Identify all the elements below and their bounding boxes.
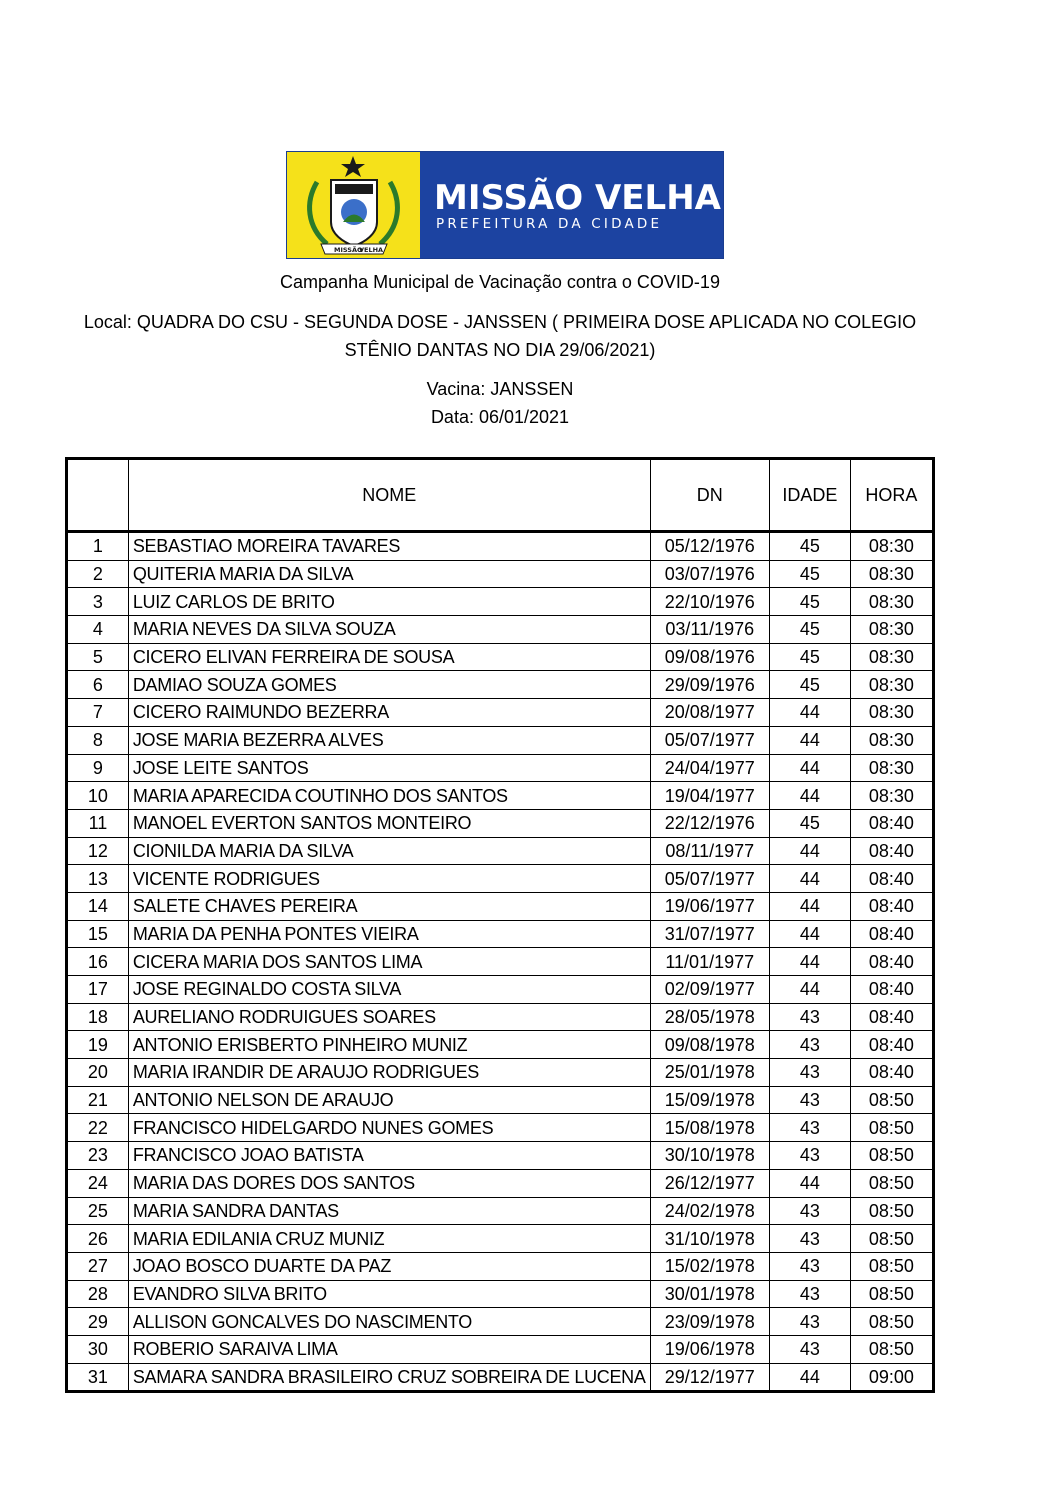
column-header-birthdate: DN: [650, 459, 769, 532]
table-row: [67, 1225, 934, 1253]
date-label: Data: 06/01/2021: [430, 407, 570, 427]
birth-date: 31/10/1978: [650, 1225, 769, 1253]
birth-date: 30/10/1978: [650, 1142, 769, 1170]
row-number: 13: [67, 865, 129, 893]
table-row: [67, 976, 934, 1004]
table-row: [67, 782, 934, 810]
row-number: 23: [67, 1142, 129, 1170]
birth-date: 29/09/1976: [650, 671, 769, 699]
age: 44: [769, 1169, 850, 1197]
appointment-time: 08:50: [850, 1169, 933, 1197]
person-name: CICERA MARIA DOS SANTOS LIMA: [128, 948, 650, 976]
birth-date: 08/11/1977: [650, 837, 769, 865]
row-number: 19: [67, 1031, 129, 1059]
campaign-title: Campanha Municipal de Vacinação contra o COVID-19: [280, 272, 720, 292]
row-number: 14: [67, 892, 129, 920]
age: 43: [769, 1059, 850, 1087]
appointment-time: 08:50: [850, 1252, 933, 1280]
person-name: MANOEL EVERTON SANTOS MONTEIRO: [128, 809, 650, 837]
table-row: [67, 532, 934, 561]
age: 44: [769, 1363, 850, 1392]
row-number: 28: [67, 1280, 129, 1308]
table-row: [67, 865, 934, 893]
age: 45: [769, 532, 850, 561]
appointment-time: 08:50: [850, 1335, 933, 1363]
table-row: [67, 1142, 934, 1170]
age: 43: [769, 1031, 850, 1059]
appointment-time: 08:50: [850, 1225, 933, 1253]
appointment-time: 08:50: [850, 1142, 933, 1170]
person-name: ANTONIO ERISBERTO PINHEIRO MUNIZ: [128, 1031, 650, 1059]
person-name: SALETE CHAVES PEREIRA: [128, 892, 650, 920]
person-name: SAMARA SANDRA BRASILEIRO CRUZ SOBREIRA DE LUCENA: [128, 1363, 650, 1392]
table-row: [67, 1003, 934, 1031]
location-line-2: STÊNIO DANTAS NO DIA 29/06/2021): [344, 340, 656, 360]
birth-date: 15/08/1978: [650, 1114, 769, 1142]
column-header-age: IDADE: [769, 459, 850, 532]
row-number: 8: [67, 726, 129, 754]
birth-date: 26/12/1977: [650, 1169, 769, 1197]
crest-ribbon-right: VELHA: [359, 246, 384, 254]
person-name: AURELIANO RODRUIGUES SOARES: [128, 1003, 650, 1031]
appointment-time: 09:00: [850, 1363, 933, 1392]
age: 44: [769, 754, 850, 782]
person-name: VICENTE RODRIGUES: [128, 865, 650, 893]
appointment-time: 08:40: [850, 1031, 933, 1059]
birth-date: 19/06/1978: [650, 1335, 769, 1363]
person-name: MARIA IRANDIR DE ARAUJO RODRIGUES: [128, 1059, 650, 1087]
age: 44: [769, 892, 850, 920]
row-number: 26: [67, 1225, 129, 1253]
age: 43: [769, 1003, 850, 1031]
table-row: [67, 1114, 934, 1142]
row-number: 16: [67, 948, 129, 976]
appointment-time: 08:40: [850, 837, 933, 865]
age: 45: [769, 560, 850, 588]
person-name: MARIA EDILANIA CRUZ MUNIZ: [128, 1225, 650, 1253]
birth-date: 25/01/1978: [650, 1059, 769, 1087]
age: 43: [769, 1197, 850, 1225]
table-row: [67, 1308, 934, 1336]
age: 43: [769, 1335, 850, 1363]
table-row: [67, 671, 934, 699]
location-line-1: Local: QUADRA DO CSU - SEGUNDA DOSE - JANSSEN ( PRIMEIRA DOSE APLICADA NO COLEGIO: [83, 312, 917, 332]
age: 44: [769, 976, 850, 1004]
appointment-time: 08:50: [850, 1308, 933, 1336]
row-number: 9: [67, 754, 129, 782]
city-coat-of-arms-icon: [287, 152, 420, 258]
table-row: [67, 699, 934, 727]
table-row: [67, 1059, 934, 1087]
person-name: MARIA DAS DORES DOS SANTOS: [128, 1169, 650, 1197]
logo-subtitle: PREFEITURA DA CIDADE: [436, 216, 663, 232]
birth-date: 30/01/1978: [650, 1280, 769, 1308]
logo-title: MISSÃO VELHA: [434, 178, 721, 218]
row-number: 29: [67, 1308, 129, 1336]
birth-date: 09/08/1976: [650, 643, 769, 671]
table-row: [67, 892, 934, 920]
age: 44: [769, 865, 850, 893]
person-name: QUITERIA MARIA DA SILVA: [128, 560, 650, 588]
birth-date: 03/07/1976: [650, 560, 769, 588]
birth-date: 24/02/1978: [650, 1197, 769, 1225]
person-name: JOSE REGINALDO COSTA SILVA: [128, 976, 650, 1004]
row-number: 11: [67, 809, 129, 837]
appointment-time: 08:40: [850, 920, 933, 948]
vaccination-schedule-table: [65, 457, 935, 1393]
person-name: MARIA SANDRA DANTAS: [128, 1197, 650, 1225]
appointment-time: 08:30: [850, 671, 933, 699]
age: 45: [769, 643, 850, 671]
age: 45: [769, 616, 850, 644]
row-number: 17: [67, 976, 129, 1004]
birth-date: 05/07/1977: [650, 726, 769, 754]
person-name: MARIA NEVES DA SILVA SOUZA: [128, 616, 650, 644]
table-row: [67, 920, 934, 948]
age: 43: [769, 1225, 850, 1253]
birth-date: 09/08/1978: [650, 1031, 769, 1059]
table-row: [67, 948, 934, 976]
row-number: 21: [67, 1086, 129, 1114]
row-number: 12: [67, 837, 129, 865]
age: 44: [769, 699, 850, 727]
person-name: MARIA DA PENHA PONTES VIEIRA: [128, 920, 650, 948]
person-name: ROBERIO SARAIVA LIMA: [128, 1335, 650, 1363]
appointment-time: 08:30: [850, 782, 933, 810]
appointment-time: 08:30: [850, 699, 933, 727]
appointment-time: 08:30: [850, 560, 933, 588]
age: 43: [769, 1308, 850, 1336]
birth-date: 19/04/1977: [650, 782, 769, 810]
row-number: 22: [67, 1114, 129, 1142]
age: 43: [769, 1142, 850, 1170]
appointment-time: 08:50: [850, 1114, 933, 1142]
birth-date: 24/04/1977: [650, 754, 769, 782]
table-row: [67, 588, 934, 616]
row-number: 5: [67, 643, 129, 671]
appointment-time: 08:40: [850, 948, 933, 976]
person-name: CICERO RAIMUNDO BEZERRA: [128, 699, 650, 727]
appointment-time: 08:30: [850, 643, 933, 671]
row-number: 6: [67, 671, 129, 699]
age: 44: [769, 726, 850, 754]
table-row: [67, 837, 934, 865]
person-name: CICERO ELIVAN FERREIRA DE SOUSA: [128, 643, 650, 671]
person-name: EVANDRO SILVA BRITO: [128, 1280, 650, 1308]
person-name: CIONILDA MARIA DA SILVA: [128, 837, 650, 865]
table-row: [67, 1335, 934, 1363]
table-row: [67, 1197, 934, 1225]
appointment-time: 08:50: [850, 1086, 933, 1114]
logo-banner: [420, 152, 723, 258]
row-number: 31: [67, 1363, 129, 1392]
row-number: 7: [67, 699, 129, 727]
age: 45: [769, 671, 850, 699]
birth-date: 22/10/1976: [650, 588, 769, 616]
birth-date: 03/11/1976: [650, 616, 769, 644]
appointment-time: 08:40: [850, 809, 933, 837]
table-row: [67, 754, 934, 782]
birth-date: 15/09/1978: [650, 1086, 769, 1114]
age: 44: [769, 782, 850, 810]
person-name: LUIZ CARLOS DE BRITO: [128, 588, 650, 616]
appointment-time: 08:30: [850, 754, 933, 782]
person-name: DAMIAO SOUZA GOMES: [128, 671, 650, 699]
table-row: [67, 1252, 934, 1280]
appointment-time: 08:40: [850, 976, 933, 1004]
birth-date: 23/09/1978: [650, 1308, 769, 1336]
appointment-time: 08:40: [850, 1059, 933, 1087]
age: 45: [769, 588, 850, 616]
column-header-name: NOME: [128, 459, 650, 532]
birth-date: 28/05/1978: [650, 1003, 769, 1031]
row-number: 27: [67, 1252, 129, 1280]
person-name: ANTONIO NELSON DE ARAUJO: [128, 1086, 650, 1114]
person-name: JOAO BOSCO DUARTE DA PAZ: [128, 1252, 650, 1280]
row-number: 15: [67, 920, 129, 948]
column-header-time: HORA: [850, 459, 933, 532]
birth-date: 29/12/1977: [650, 1363, 769, 1392]
birth-date: 05/12/1976: [650, 532, 769, 561]
person-name: FRANCISCO HIDELGARDO NUNES GOMES: [128, 1114, 650, 1142]
row-number: 24: [67, 1169, 129, 1197]
person-name: MARIA APARECIDA COUTINHO DOS SANTOS: [128, 782, 650, 810]
table-row: [67, 643, 934, 671]
appointment-time: 08:40: [850, 892, 933, 920]
row-number: 25: [67, 1197, 129, 1225]
table-row: [67, 1169, 934, 1197]
table-row: [67, 1031, 934, 1059]
age: 43: [769, 1114, 850, 1142]
birth-date: 19/06/1977: [650, 892, 769, 920]
appointment-time: 08:40: [850, 1003, 933, 1031]
city-logo: [286, 151, 724, 259]
appointment-time: 08:50: [850, 1197, 933, 1225]
birth-date: 22/12/1976: [650, 809, 769, 837]
age: 43: [769, 1086, 850, 1114]
appointment-time: 08:30: [850, 588, 933, 616]
row-number: 3: [67, 588, 129, 616]
row-number: 4: [67, 616, 129, 644]
table-row: [67, 809, 934, 837]
column-header-number: [67, 459, 129, 532]
appointment-time: 08:30: [850, 726, 933, 754]
row-number: 10: [67, 782, 129, 810]
birth-date: 15/02/1978: [650, 1252, 769, 1280]
birth-date: 05/07/1977: [650, 865, 769, 893]
table-row: [67, 726, 934, 754]
vaccine-label: Vacina: JANSSEN: [426, 379, 574, 399]
person-name: JOSE MARIA BEZERRA ALVES: [128, 726, 650, 754]
birth-date: 11/01/1977: [650, 948, 769, 976]
appointment-time: 08:30: [850, 616, 933, 644]
row-number: 1: [67, 532, 129, 561]
appointment-time: 08:50: [850, 1280, 933, 1308]
birth-date: 31/07/1977: [650, 920, 769, 948]
row-number: 2: [67, 560, 129, 588]
age: 44: [769, 948, 850, 976]
person-name: SEBASTIAO MOREIRA TAVARES: [128, 532, 650, 561]
age: 43: [769, 1280, 850, 1308]
birth-date: 20/08/1977: [650, 699, 769, 727]
appointment-time: 08:40: [850, 865, 933, 893]
table-header-row: [67, 459, 934, 532]
row-number: 20: [67, 1059, 129, 1087]
table-row: [67, 560, 934, 588]
row-number: 30: [67, 1335, 129, 1363]
table-row: [67, 1280, 934, 1308]
age: 43: [769, 1252, 850, 1280]
table-row: [67, 616, 934, 644]
age: 44: [769, 920, 850, 948]
table-row: [67, 1363, 934, 1392]
appointment-time: 08:30: [850, 532, 933, 561]
table-row: [67, 1086, 934, 1114]
row-number: 18: [67, 1003, 129, 1031]
age: 44: [769, 837, 850, 865]
crest-ribbon-left: MISSÃO: [334, 246, 363, 254]
birth-date: 02/09/1977: [650, 976, 769, 1004]
person-name: FRANCISCO JOAO BATISTA: [128, 1142, 650, 1170]
age: 45: [769, 809, 850, 837]
person-name: JOSE LEITE SANTOS: [128, 754, 650, 782]
person-name: ALLISON GONCALVES DO NASCIMENTO: [128, 1308, 650, 1336]
